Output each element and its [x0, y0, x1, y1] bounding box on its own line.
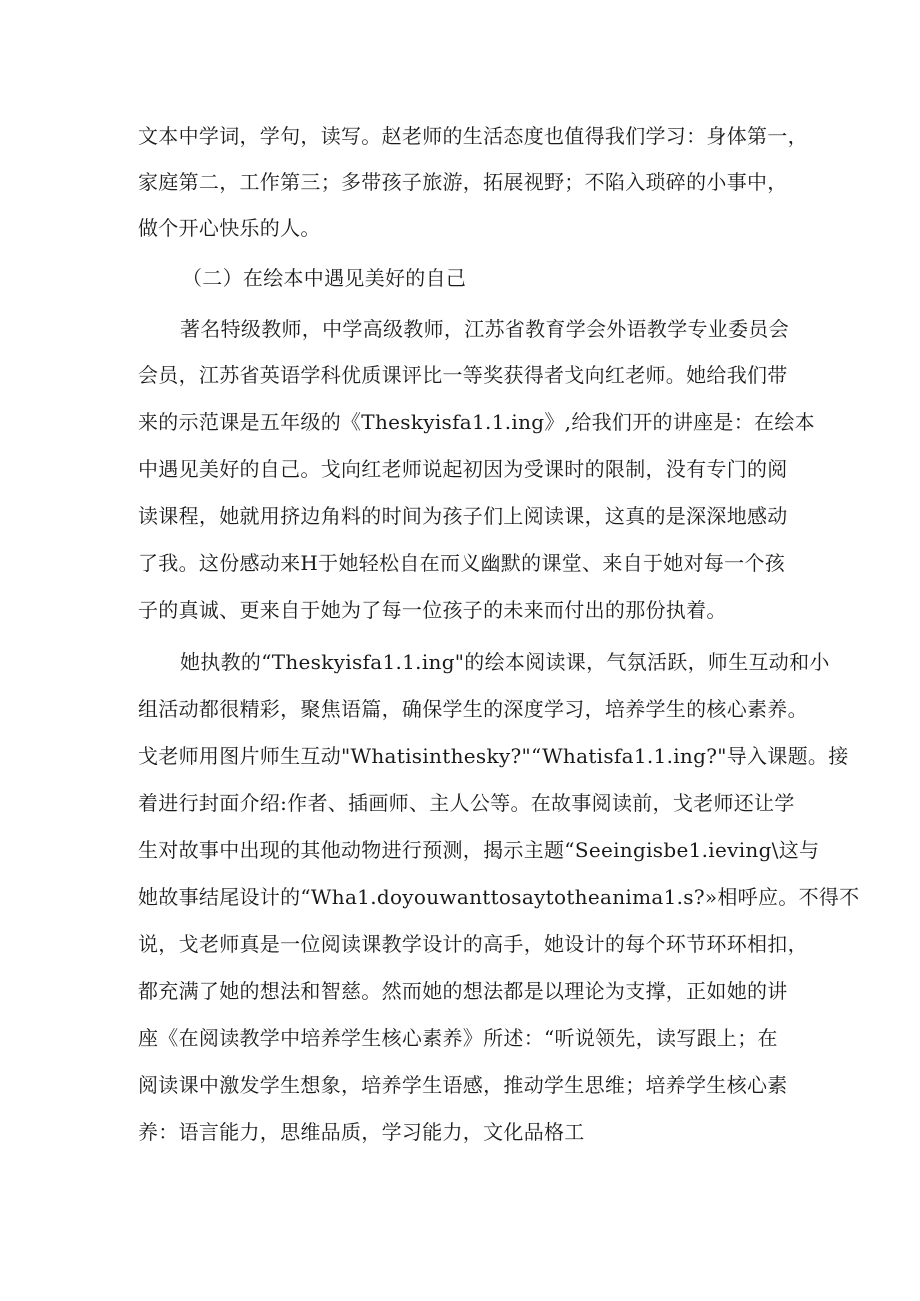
- text-line: 子的真诚、更来自于她为了每一位孩子的未来而付出的那份执着。: [138, 598, 727, 622]
- text-line: 文本中学词，学句，读写。赵老师的生活态度也值得我们学习：身体第一，: [138, 124, 808, 148]
- text-line: 中遇见美好的自己。戈向红老师说起初因为受课时的限制，没有专门的阅: [138, 457, 788, 481]
- text-line: 读课程，她就用挤边角料的时间为孩子们上阅读课，这真的是深深地感动: [138, 504, 788, 528]
- text-line: 着进行封面介绍:作者、插画师、主人公等。在故事阅读前，戈老师还让学: [138, 791, 795, 815]
- text-line: 生对故事中出现的其他动物进行预测，揭示主题“Seeingisbe1.ieving\这与: [138, 838, 820, 862]
- text-line: 她故事结尾设计的“Wha1.doyouwanttosaytotheanima1.s?»相呼应。不得不: [138, 885, 860, 909]
- text-line: 组活动都很精彩，聚焦语篇，确保学生的深度学习，培养学生的核心素养。: [138, 697, 808, 721]
- section-heading: （二）在绘本中遇见美好的自己: [182, 266, 467, 290]
- text-line: 养：语言能力，思维品质，学习能力，文化品格工: [138, 1120, 585, 1144]
- text-line: 戈老师用图片师生互动"Whatisinthesky?"“Whatisfa1.1.ing?"导入课题。接: [138, 744, 849, 768]
- text-line: 著名特级教师，中学高级教师，江苏省教育学会外语教学专业委员会: [180, 317, 789, 341]
- text-line: 她执教的“Theskyisfa1.1.ing"的绘本阅读课，气氛活跃，师生互动和小: [180, 650, 830, 674]
- text-line: 来的示范课是五年级的《Theskyisfa1.1.ing》,给我们开的讲座是：在绘本: [138, 410, 815, 434]
- text-line: 做个开心快乐的人。: [138, 216, 321, 240]
- text-line: 会员，江苏省英语学科优质课评比一等奖获得者戈向红老师。她给我们带: [138, 363, 788, 387]
- text-line: 座《在阅读教学中培养学生核心素养》所述：“听说领先，读写跟上；在: [138, 1026, 778, 1050]
- text-line: 家庭第二，工作第三；多带孩子旅游，拓展视野；不陷入琐碎的小事中，: [138, 170, 788, 194]
- text-line: 说，戈老师真是一位阅读课教学设计的高手，她设计的每个环节环环相扣，: [138, 932, 808, 956]
- text-line: 阅读课中激发学生想象，培养学生语感，推动学生思维；培养学生核心素: [138, 1073, 788, 1097]
- text-line: 都充满了她的想法和智慈。然而她的想法都是以理论为支撑，正如她的讲: [138, 979, 788, 1003]
- text-line: 了我。这份感动来H于她轻松自在而义幽默的课堂、来自于她对每一个孩: [138, 551, 786, 575]
